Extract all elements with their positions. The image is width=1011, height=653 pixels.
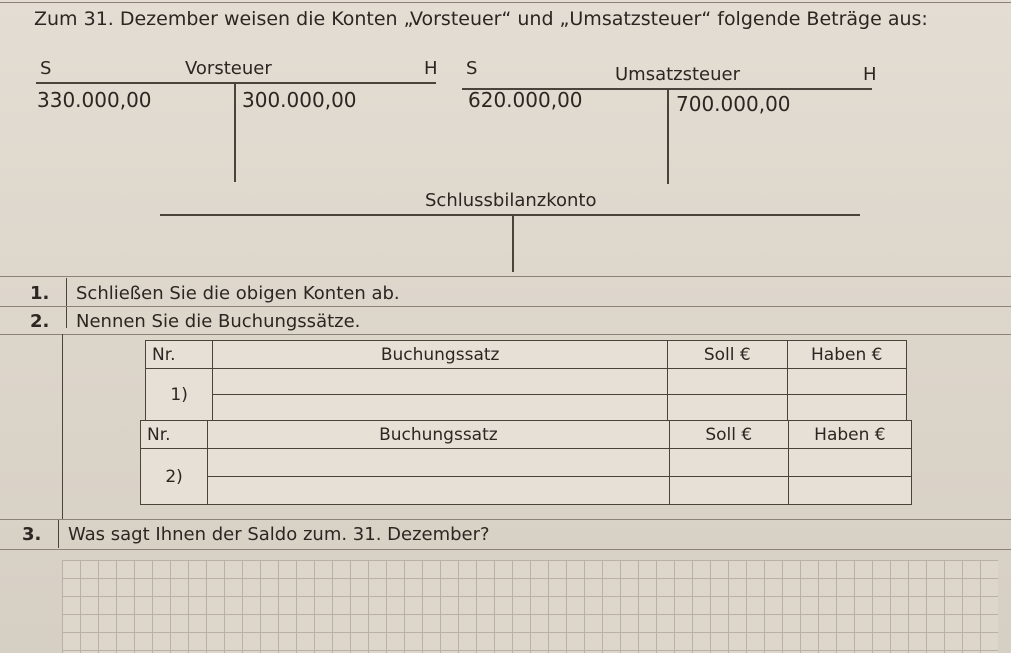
soll-cell[interactable] bbox=[668, 369, 787, 395]
credit-label: H bbox=[863, 64, 877, 85]
debit-amount: 620.000,00 bbox=[468, 88, 583, 112]
debit-label: S bbox=[40, 58, 52, 79]
task-1-number: 1. bbox=[30, 283, 50, 304]
header-soll: Soll € bbox=[668, 341, 787, 369]
account-title: Vorsteuer bbox=[185, 58, 272, 79]
t-account-top-line bbox=[160, 214, 860, 216]
haben-cell[interactable] bbox=[787, 369, 907, 395]
header-haben: Haben € bbox=[788, 421, 911, 449]
row-rule bbox=[0, 334, 1011, 335]
task-2-text: Nennen Sie die Buchungssätze. bbox=[76, 311, 361, 332]
entry-cell[interactable] bbox=[208, 449, 670, 477]
soll-cell[interactable] bbox=[669, 449, 788, 477]
soll-cell[interactable] bbox=[669, 477, 788, 505]
header-nr: Nr. bbox=[146, 341, 213, 369]
credit-label: H bbox=[424, 58, 438, 79]
task-3-text: Was sagt Ihnen der Saldo zum. 31. Dezember? bbox=[68, 524, 490, 545]
t-account-divider bbox=[234, 84, 236, 182]
entry-cell[interactable] bbox=[213, 395, 668, 421]
debit-label: S bbox=[466, 58, 478, 79]
task-column-divider bbox=[58, 520, 59, 548]
soll-cell[interactable] bbox=[668, 395, 787, 421]
haben-cell[interactable] bbox=[788, 477, 911, 505]
intro-text: Zum 31. Dezember weisen die Konten „Vorsteuer“ und „Umsatzsteuer“ folgende Beträge aus: bbox=[34, 8, 928, 30]
header-buchungssatz: Buchungssatz bbox=[208, 421, 670, 449]
account-title: Umsatzsteuer bbox=[615, 64, 741, 85]
t-account-divider bbox=[512, 216, 514, 272]
booking-table-2 bbox=[140, 420, 912, 505]
entry-cell[interactable] bbox=[208, 477, 670, 505]
haben-cell[interactable] bbox=[788, 449, 911, 477]
haben-cell[interactable] bbox=[787, 395, 907, 421]
row-rule bbox=[0, 276, 1011, 277]
booking-table-1 bbox=[145, 340, 907, 421]
task-3-number: 3. bbox=[22, 524, 42, 545]
row-rule bbox=[0, 549, 1011, 550]
row-number: 1) bbox=[146, 369, 213, 421]
task-column-divider bbox=[66, 278, 67, 328]
row-rule bbox=[0, 519, 1011, 520]
answer-grid[interactable] bbox=[62, 560, 998, 653]
top-rule bbox=[0, 2, 1011, 3]
credit-amount: 300.000,00 bbox=[242, 88, 357, 112]
header-buchungssatz: Buchungssatz bbox=[213, 341, 668, 369]
t-account-top-line bbox=[36, 82, 436, 84]
debit-amount: 330.000,00 bbox=[37, 88, 152, 112]
header-haben: Haben € bbox=[787, 341, 907, 369]
header-nr: Nr. bbox=[141, 421, 208, 449]
task-2-number: 2. bbox=[30, 311, 50, 332]
row-number: 2) bbox=[141, 449, 208, 505]
credit-amount: 700.000,00 bbox=[676, 92, 791, 116]
account-title: Schlussbilanzkonto bbox=[425, 190, 597, 211]
header-soll: Soll € bbox=[669, 421, 788, 449]
left-margin-line bbox=[62, 334, 63, 520]
t-account-divider bbox=[667, 90, 669, 184]
entry-cell[interactable] bbox=[213, 369, 668, 395]
row-rule bbox=[0, 306, 1011, 307]
task-1-text: Schließen Sie die obigen Konten ab. bbox=[76, 283, 400, 304]
